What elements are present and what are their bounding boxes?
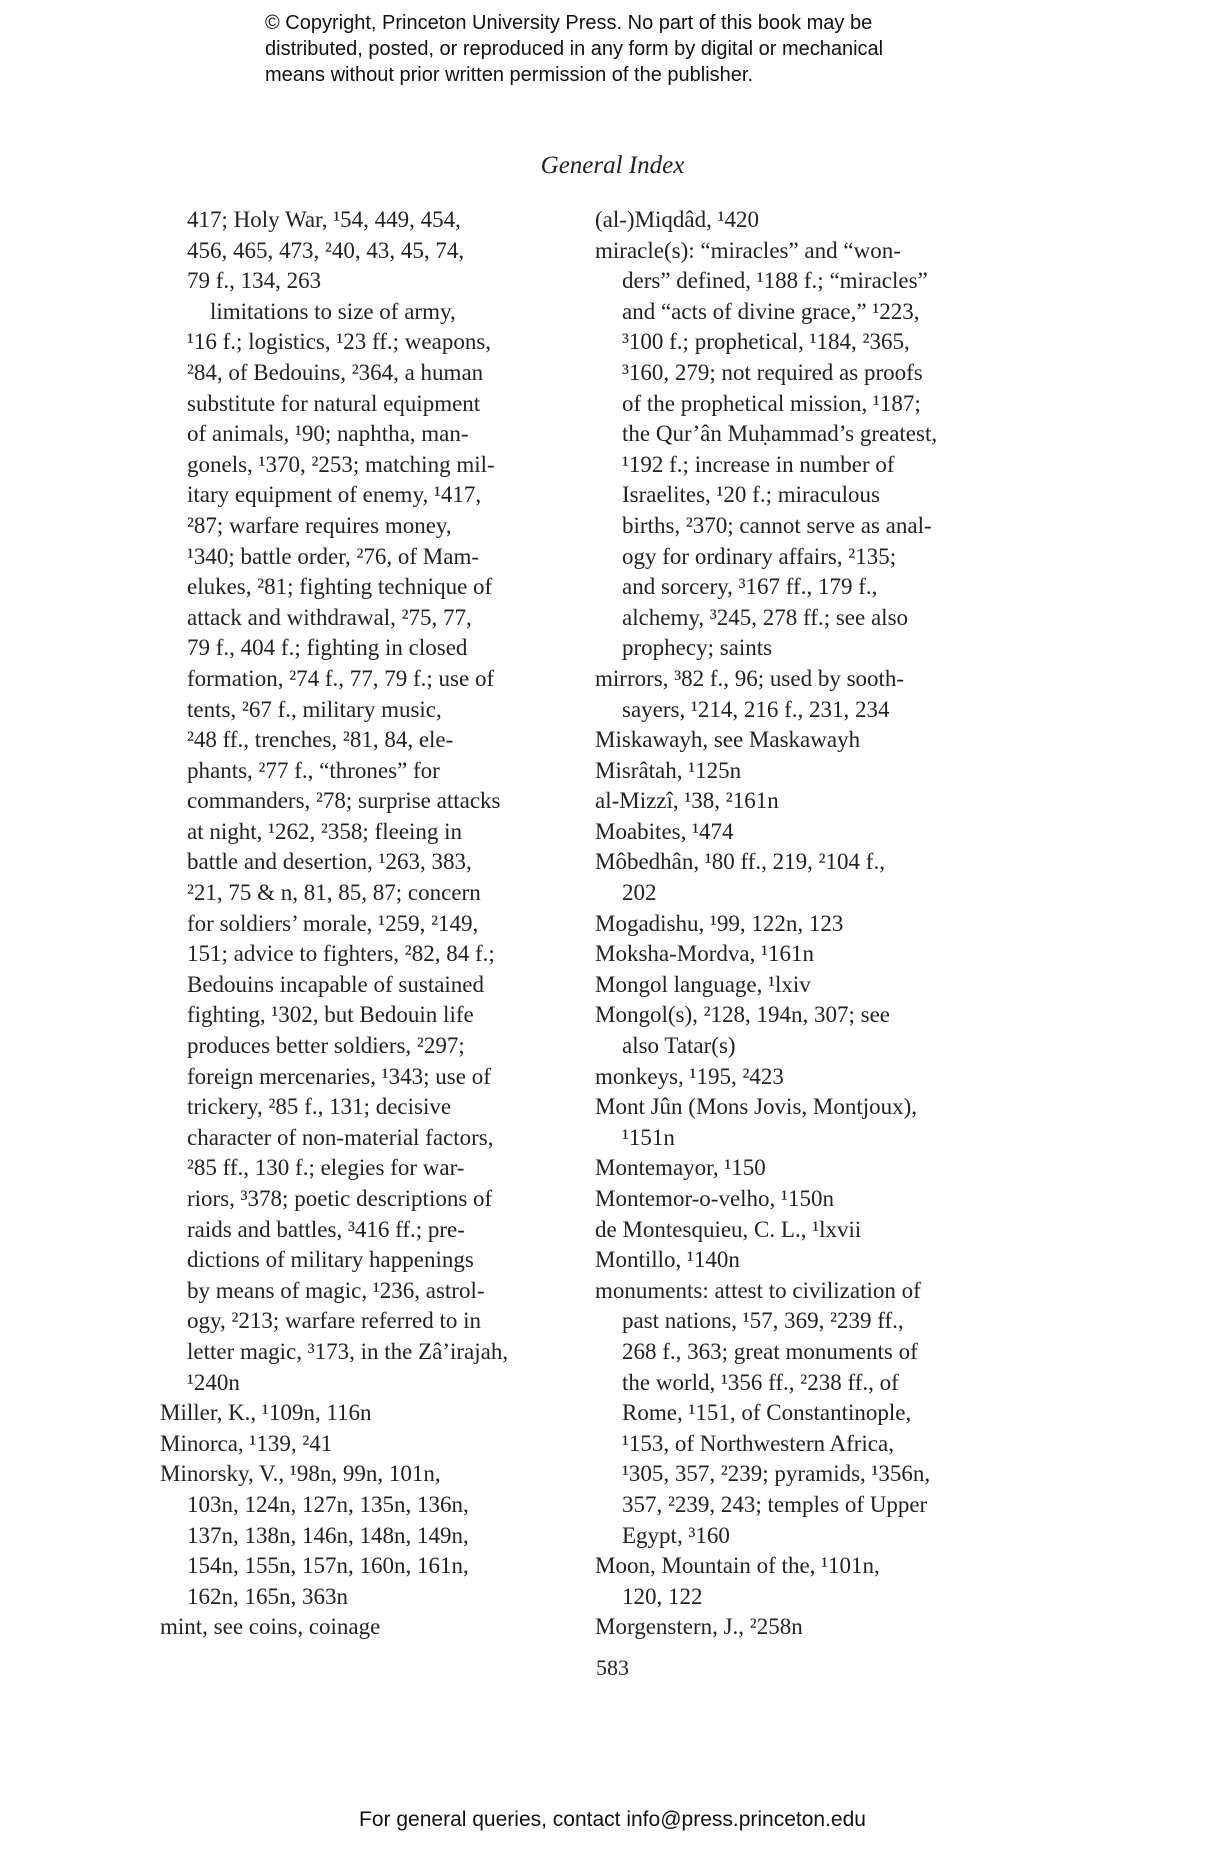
index-line: 79 f., 134, 263 — [187, 268, 322, 294]
index-line: sayers, ¹214, 216 f., 231, 234 — [622, 696, 890, 722]
index-line: prophecy; saints — [622, 635, 773, 661]
index-line: mirrors, ³82 f., 96; used by sooth- — [595, 665, 905, 691]
index-line: battle and desertion, ¹263, 383, — [187, 849, 472, 875]
index-line: Miller, K., ¹109n, 116n — [160, 1400, 372, 1426]
index-line: 357, ²239, 243; temples of Upper — [622, 1491, 928, 1517]
copyright-line: means without prior written permission of the publisher. — [265, 64, 754, 86]
index-line: of the prophetical mission, ¹187; — [622, 390, 921, 416]
index-line: 456, 465, 473, ²40, 43, 45, 74, — [187, 237, 465, 263]
index-line: ¹151n — [622, 1124, 675, 1150]
index-line: alchemy, ³245, 278 ff.; see also — [622, 604, 909, 630]
index-line: ³160, 279; not required as proofs — [622, 359, 923, 385]
index-line: ¹16 f.; logistics, ¹23 ff.; weapons, — [187, 329, 492, 355]
index-line: de Montesquieu, C. L., ¹lxvii — [595, 1216, 862, 1242]
index-line: monkeys, ¹195, ²423 — [595, 1063, 784, 1089]
index-line: al-Mizzî, ¹38, ²161n — [595, 788, 779, 814]
index-line: 162n, 165n, 363n — [187, 1583, 348, 1609]
index-line: 137n, 138n, 146n, 148n, 149n, — [187, 1522, 469, 1548]
index-line: Mogadishu, ¹99, 122n, 123 — [595, 910, 844, 936]
index-line: Minorca, ¹139, ²41 — [160, 1430, 333, 1456]
index-line: tents, ²67 f., military music, — [187, 696, 442, 722]
copyright-line: © Copyright, Princeton University Press. No part of this book may be — [265, 12, 873, 34]
index-line: ²85 ff., 130 f.; elegies for war- — [187, 1155, 465, 1181]
index-line: Minorsky, V., ¹98n, 99n, 101n, — [160, 1461, 441, 1487]
index-line: dictions of military happenings — [187, 1247, 474, 1273]
index-line: Moksha-Mordva, ¹161n — [595, 941, 814, 967]
index-line: Moon, Mountain of the, ¹101n, — [595, 1553, 880, 1579]
index-line: attack and withdrawal, ²75, 77, — [187, 604, 472, 630]
index-line: commanders, ²78; surprise attacks — [187, 788, 501, 814]
index-line: for soldiers’ morale, ¹259, ²149, — [187, 910, 479, 936]
index-line: riors, ³378; poetic descriptions of — [187, 1186, 493, 1211]
index-line: Moabites, ¹474 — [595, 818, 734, 844]
index-line: ²48 ff., trenches, ²81, 84, ele- — [187, 727, 454, 753]
index-line: ¹305, 357, ²239; pyramids, ¹356n, — [622, 1461, 931, 1487]
index-line: 151; advice to fighters, ²82, 84 f.; — [187, 941, 495, 967]
index-line: elukes, ²81; fighting technique of — [187, 574, 493, 600]
index-line: ogy for ordinary affairs, ²135; — [622, 543, 897, 569]
index-line: ²87; warfare requires money, — [187, 512, 452, 538]
index-line: the Qur’ân Muḥammad’s greatest, — [622, 421, 938, 447]
index-line: 79 f., 404 f.; fighting in closed — [187, 635, 468, 661]
index-line: ders” defined, ¹188 f.; “miracles” — [622, 268, 928, 294]
index-line: and sorcery, ³167 ff., 179 f., — [622, 574, 878, 600]
index-line: Montemayor, ¹150 — [595, 1155, 766, 1181]
index-line: itary equipment of enemy, ¹417, — [187, 482, 482, 508]
index-column-left — [160, 205, 580, 1643]
copyright-notice — [265, 10, 1025, 88]
index-line: Mongol(s), ²128, 194n, 307; see — [595, 1002, 891, 1028]
index-line: ²21, 75 & n, 81, 85, 87; concern — [187, 880, 481, 906]
index-line: character of non-material factors, — [187, 1124, 494, 1150]
index-line: ¹240n — [187, 1369, 240, 1395]
index-line: 103n, 124n, 127n, 135n, 136n, — [187, 1491, 469, 1517]
index-line: (al-)Miqdâd, ¹420 — [595, 207, 760, 232]
index-line: ¹153, of Northwestern Africa, — [622, 1430, 894, 1456]
index-line: 202 — [622, 880, 657, 906]
index-line: 268 f., 363; great monuments of — [622, 1338, 918, 1364]
index-line: 154n, 155n, 157n, 160n, 161n, — [187, 1553, 469, 1579]
index-line: ¹192 f.; increase in number of — [622, 451, 895, 477]
index-line: Morgenstern, J., ²258n — [595, 1614, 803, 1640]
index-line: past nations, ¹57, 369, ²239 ff., — [622, 1308, 904, 1334]
index-line: Rome, ¹151, of Constantinople, — [622, 1400, 912, 1426]
page-number: 583 — [596, 1655, 629, 1680]
index-line: foreign mercenaries, ¹343; use of — [187, 1063, 491, 1089]
index-line: ³100 f.; prophetical, ¹184, ²365, — [622, 329, 910, 355]
index-line: the world, ¹356 ff., ²238 ff., of — [622, 1369, 899, 1395]
index-line: and “acts of divine grace,” ¹223, — [622, 298, 920, 324]
index-line: raids and battles, ³416 ff.; pre- — [187, 1216, 465, 1242]
index-line: Miskawayh, see Maskawayh — [595, 727, 861, 753]
index-line: Bedouins incapable of sustained — [187, 971, 485, 997]
index-line: at night, ¹262, ²358; fleeing in — [187, 818, 463, 844]
index-line: Misrâtah, ¹125n — [595, 757, 742, 783]
index-line: trickery, ²85 f., 131; decisive — [187, 1094, 452, 1120]
index-line: births, ²370; cannot serve as anal- — [622, 512, 932, 538]
index-column-right — [595, 205, 1015, 1643]
index-line: Israelites, ¹20 f.; miraculous — [622, 482, 880, 508]
index-line: Mongol language, ¹lxiv — [595, 971, 811, 997]
index-line: also Tatar(s) — [622, 1033, 736, 1059]
index-line: formation, ²74 f., 77, 79 f.; use of — [187, 665, 495, 691]
index-line: ogy, ²213; warfare referred to in — [187, 1308, 482, 1334]
index-line: ²84, of Bedouins, ²364, a human — [187, 359, 484, 385]
index-line: Montillo, ¹140n — [595, 1247, 740, 1273]
index-line: fighting, ¹302, but Bedouin life — [187, 1002, 474, 1028]
index-line: limitations to size of army, — [210, 298, 456, 324]
index-line: ¹340; battle order, ²76, of Mam- — [187, 543, 479, 569]
index-line: Mont Jûn (Mons Jovis, Montjoux), — [595, 1094, 918, 1120]
index-line: gonels, ¹370, ²253; matching mil- — [187, 451, 495, 477]
index-line: monuments: attest to civilization of — [595, 1277, 921, 1303]
index-line: letter magic, ³173, in the Zâ’irajah, — [187, 1338, 509, 1364]
index-line: of animals, ¹90; naphtha, man- — [187, 421, 469, 447]
index-line: produces better soldiers, ²297; — [187, 1033, 465, 1059]
index-line: mint, see coins, coinage — [160, 1614, 381, 1640]
index-line: substitute for natural equipment — [187, 390, 481, 416]
index-line: Egypt, ³160 — [622, 1522, 730, 1548]
index-line: 120, 122 — [622, 1583, 703, 1609]
index-line: phants, ²77 f., “thrones” for — [187, 757, 440, 783]
index-line: Montemor-o-velho, ¹150n — [595, 1186, 834, 1211]
index-line: 417; Holy War, ¹54, 449, 454, — [187, 207, 461, 232]
footer-contact: For general queries, contact info@press.princeton.edu — [359, 1808, 866, 1831]
copyright-line: distributed, posted, or reproduced in any form by digital or mechanical — [265, 38, 884, 60]
index-line: by means of magic, ¹236, astrol- — [187, 1277, 485, 1303]
index-line: Môbedhân, ¹80 ff., 219, ²104 f., — [595, 849, 885, 875]
running-head: General Index — [540, 152, 685, 179]
index-line: miracle(s): “miracles” and “won- — [595, 237, 901, 263]
